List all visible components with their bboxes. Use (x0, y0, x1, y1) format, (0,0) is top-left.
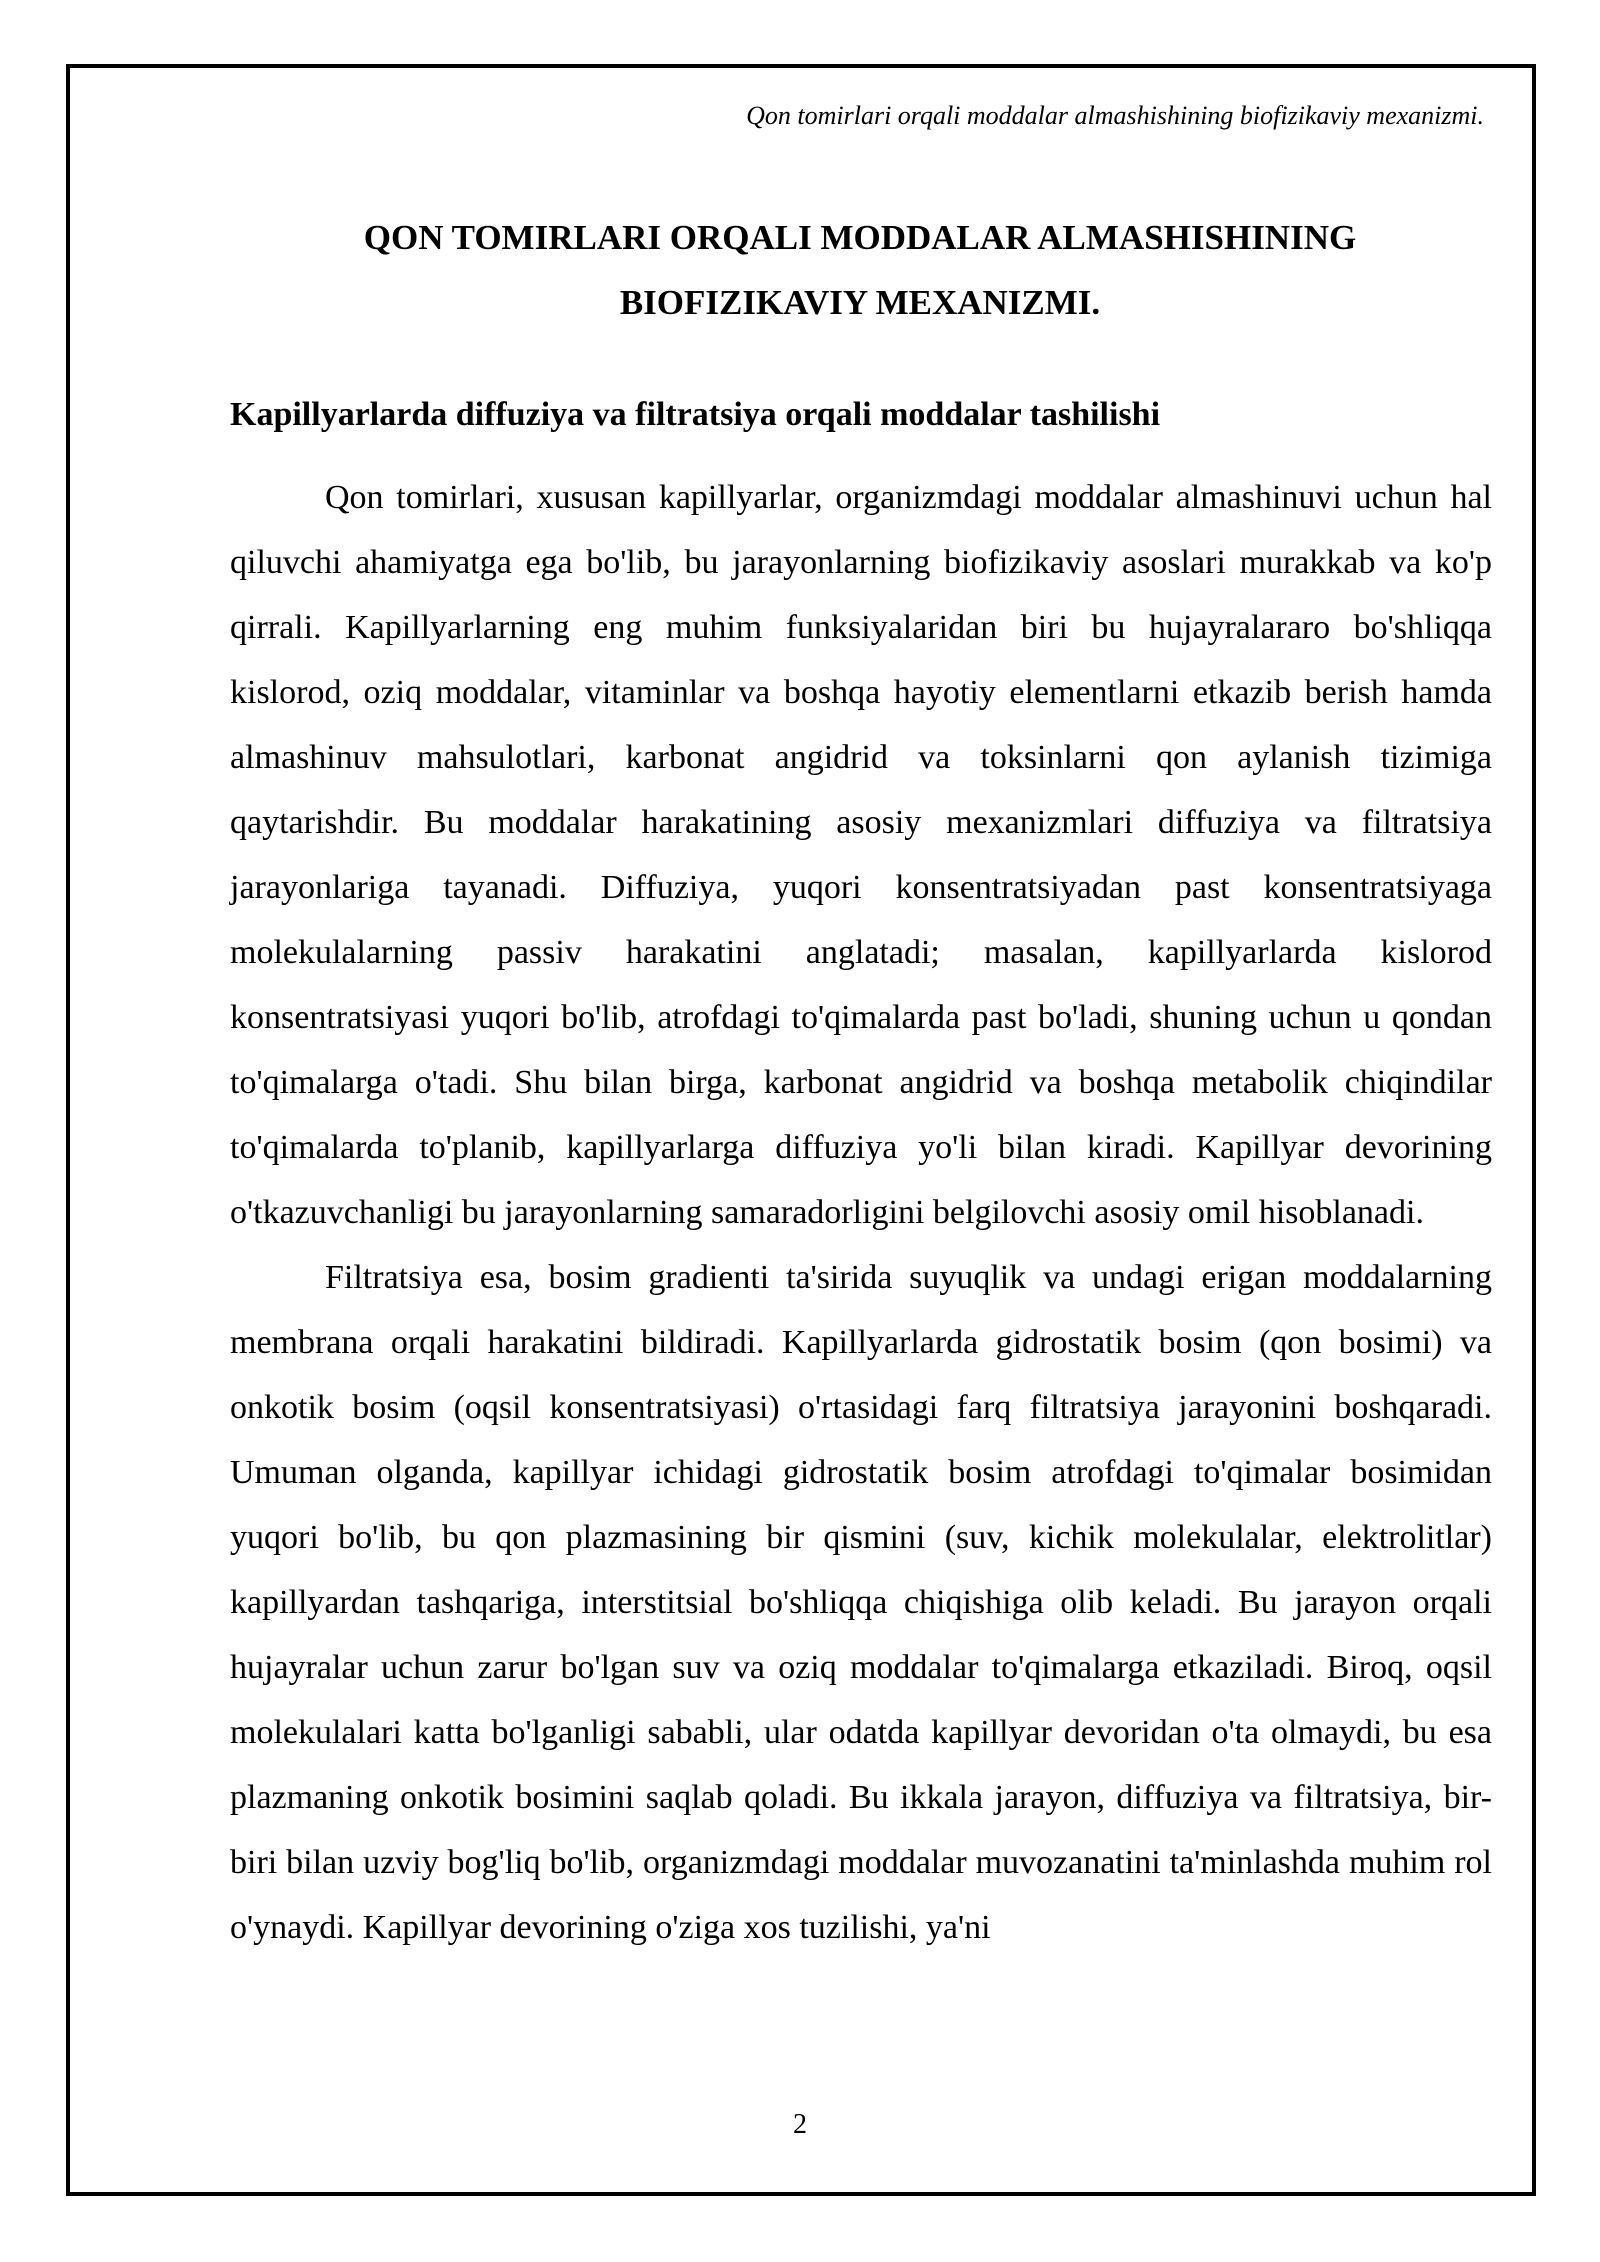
running-header: Qon tomirlari orqali moddalar almashishining biofizikaviy mexanizmi. (746, 101, 1484, 130)
body-text (230, 465, 1492, 1960)
paragraph-1: Qon tomirlari, xususan kapillyarlar, organizmdagi moddalar almashinuvi uchun hal qiluvchi ahamiyatga ega bo'lib, bu jarayonlarning biofizikaviy asoslari murakkab va ko'p qirrali. Kapillyarlarning eng muhim funksiyalaridan biri bu hujayralararo bo'shliqqa kislorod, oziq moddalar, vitaminlar va boshqa hayotiy elementlarni etkazib berish hamda almashinuv mahsulotlari, karbonat angidrid va toksinlarni qon aylanish tizimiga qaytarishdir. Bu moddalar harakatining asosiy mexanizmlari diffuziya va filtratsiya jarayonlariga tayanadi. Diffuziya, yuqori konsentratsiyadan past konsentratsiyaga molekulalarning passiv harakatini anglatadi; masalan, kapillyarlarda kislorod konsentratsiyasi yuqori bo'lib, atrofdagi to'qimalarda past bo'ladi, shuning uchun u qondan to'qimalarga o'tadi. Shu bilan birga, karbonat angidrid va boshqa metabolik chiqindilar to'qimalarda to'planib, kapillyarlarga diffuziya yo'li bilan kiradi. Kapillyar devorining o'tkazuvchanligi bu jarayonlarning samaradorligini belgilovchi asosiy omil hisoblanadi. (230, 479, 1492, 1231)
document-title-line-1: QON TOMIRLARI ORQALI MODDALAR ALMASHISHINING (363, 218, 1357, 257)
page-number: 2 (793, 2109, 807, 2140)
document-title (230, 205, 1490, 335)
paragraph-2: Filtratsiya esa, bosim gradienti ta'sirida suyuqlik va undagi erigan moddalarning membrana orqali harakatini bildiradi. Kapillyarlarda gidrostatik bosim (qon bosimi) va onkotik bosim (oqsil konsentratsiyasi) o'rtasidagi farq filtratsiya jarayonini boshqaradi. Umuman olganda, kapillyar ichidagi gidrostatik bosim atrofdagi to'qimalar bosimidan yuqori bo'lib, bu qon plazmasining bir qismini (suv, kichik molekulalar, elektrolitlar) kapillyardan tashqariga, interstitsial bo'shliqqa chiqishiga olib keladi. Bu jarayon orqali hujayralar uchun zarur bo'lgan suv va oziq moddalar to'qimalarga etkaziladi. Biroq, oqsil molekulalari katta bo'lganligi sababli, ular odatda kapillyar devoridan o'ta olmaydi, bu esa plazmaning onkotik bosimini saqlab qoladi. Bu ikkala jarayon, diffuziya va filtratsiya, bir-biri bilan uzviy bog'liq bo'lib, organizmdagi moddalar muvozanatini ta'minlashda muhim rol o'ynaydi. Kapillyar devorining o'ziga xos tuzilishi, ya'ni (230, 1259, 1492, 1946)
section-heading: Kapillyarlarda diffuziya va filtratsiya orqali moddalar tashilishi (230, 396, 1161, 433)
document-title-line-2: BIOFIZIKAVIY MEXANIZMI. (619, 283, 1101, 322)
